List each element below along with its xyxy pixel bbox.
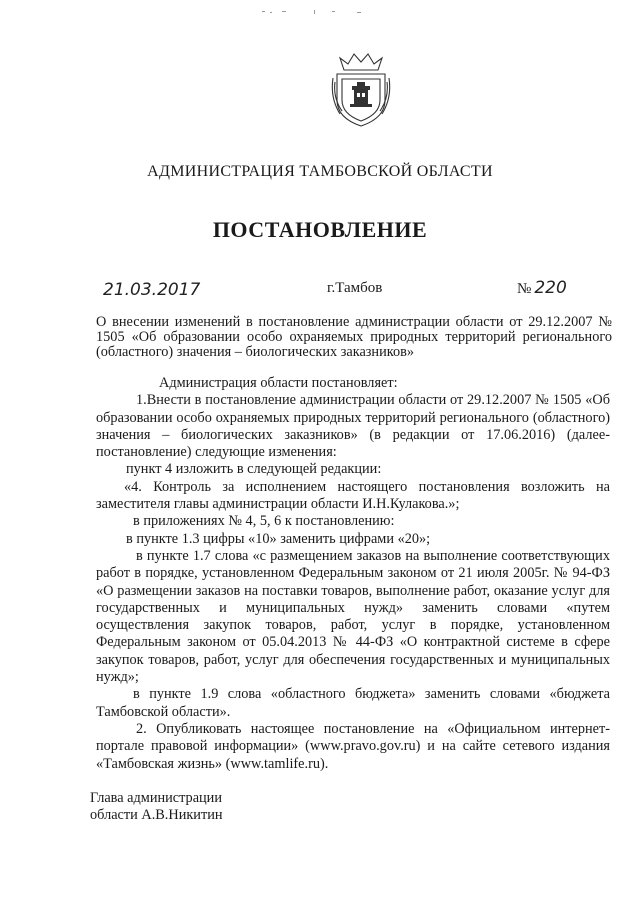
scan-artifact xyxy=(262,10,372,14)
signature-name: области А.В.Никитин xyxy=(90,807,223,823)
document-subject: О внесении изменений в постановление администрации области от 29.12.2007 № 1505 «Об образовании особо охраняемых природных территорий регионального (областного) значения – биологических заказников» xyxy=(96,314,612,360)
organization-title: АДМИНИСТРАЦИЯ ТАМБОВСКОЙ ОБЛАСТИ xyxy=(147,163,493,180)
paragraph-1-7: в пункте 1.7 слова «с размещением заказов на выполнение соответствующих работ в порядке, установленном Федеральным законом от 21 июля 2005г. № 94-ФЗ «О размещении заказов на поставки товаров, выполнение работ, оказание услуг для государственных и муниципальных нужд» заменить словами «путем осуществления закупок товаров, работ, услуг в порядке, установленном Федеральным законом от 05.04.2013 № 44-ФЗ «О контрактной системе в сфере закупок товаров, работ, услуг для обеспечения государственных и муниципальных нужд»; xyxy=(96,547,610,686)
document-body xyxy=(96,375,610,773)
document-type-title: ПОСТАНОВЛЕНИЕ xyxy=(212,217,428,242)
coat-of-arms-icon xyxy=(330,48,392,130)
paragraph-1-3: в пункте 1.3 цифры «10» заменить цифрами «20»; xyxy=(126,530,431,547)
paragraph-publish: 2. Опубликовать настоящее постановление на «Официальном интернет-портале правовой информации» (www.pravo.gov.ru) и на сайте сетевого издания «Тамбовская жизнь» (www.tamlife.ru). xyxy=(96,720,610,772)
paragraph-appendices: в приложениях № 4, 5, 6 к постановлению: xyxy=(133,513,395,530)
document-date: 21.03.2017 xyxy=(103,280,201,300)
document-city: г.Тамбов xyxy=(327,280,383,296)
paragraph-intro: Администрация области постановляет: xyxy=(159,375,398,391)
number-prefix: № xyxy=(517,281,532,297)
document-number xyxy=(517,278,567,298)
number-value: 220 xyxy=(534,278,567,298)
paragraph-item-1: 1.Внести в постановление администрации области от 29.12.2007 № 1505 «Об образовании особо охраняемых природных территорий регионального (областного) значения – биологических заказников» (в редакции от 17.06.2016) (далее-постановление) следующие изменения: xyxy=(96,392,610,461)
paragraph-1-9: в пункте 1.9 слова «областного бюджета» заменить словами «бюджета Тамбовской области». xyxy=(96,686,610,720)
signature-title: Глава администрации xyxy=(90,790,222,806)
paragraph-control: «4. Контроль за исполнением настоящего постановления возложить на заместителя главы администрации области И.Н.Кулакова.»; xyxy=(96,478,610,513)
paragraph-item-4: пункт 4 изложить в следующей редакции: xyxy=(126,461,382,478)
signature-block xyxy=(90,790,223,824)
